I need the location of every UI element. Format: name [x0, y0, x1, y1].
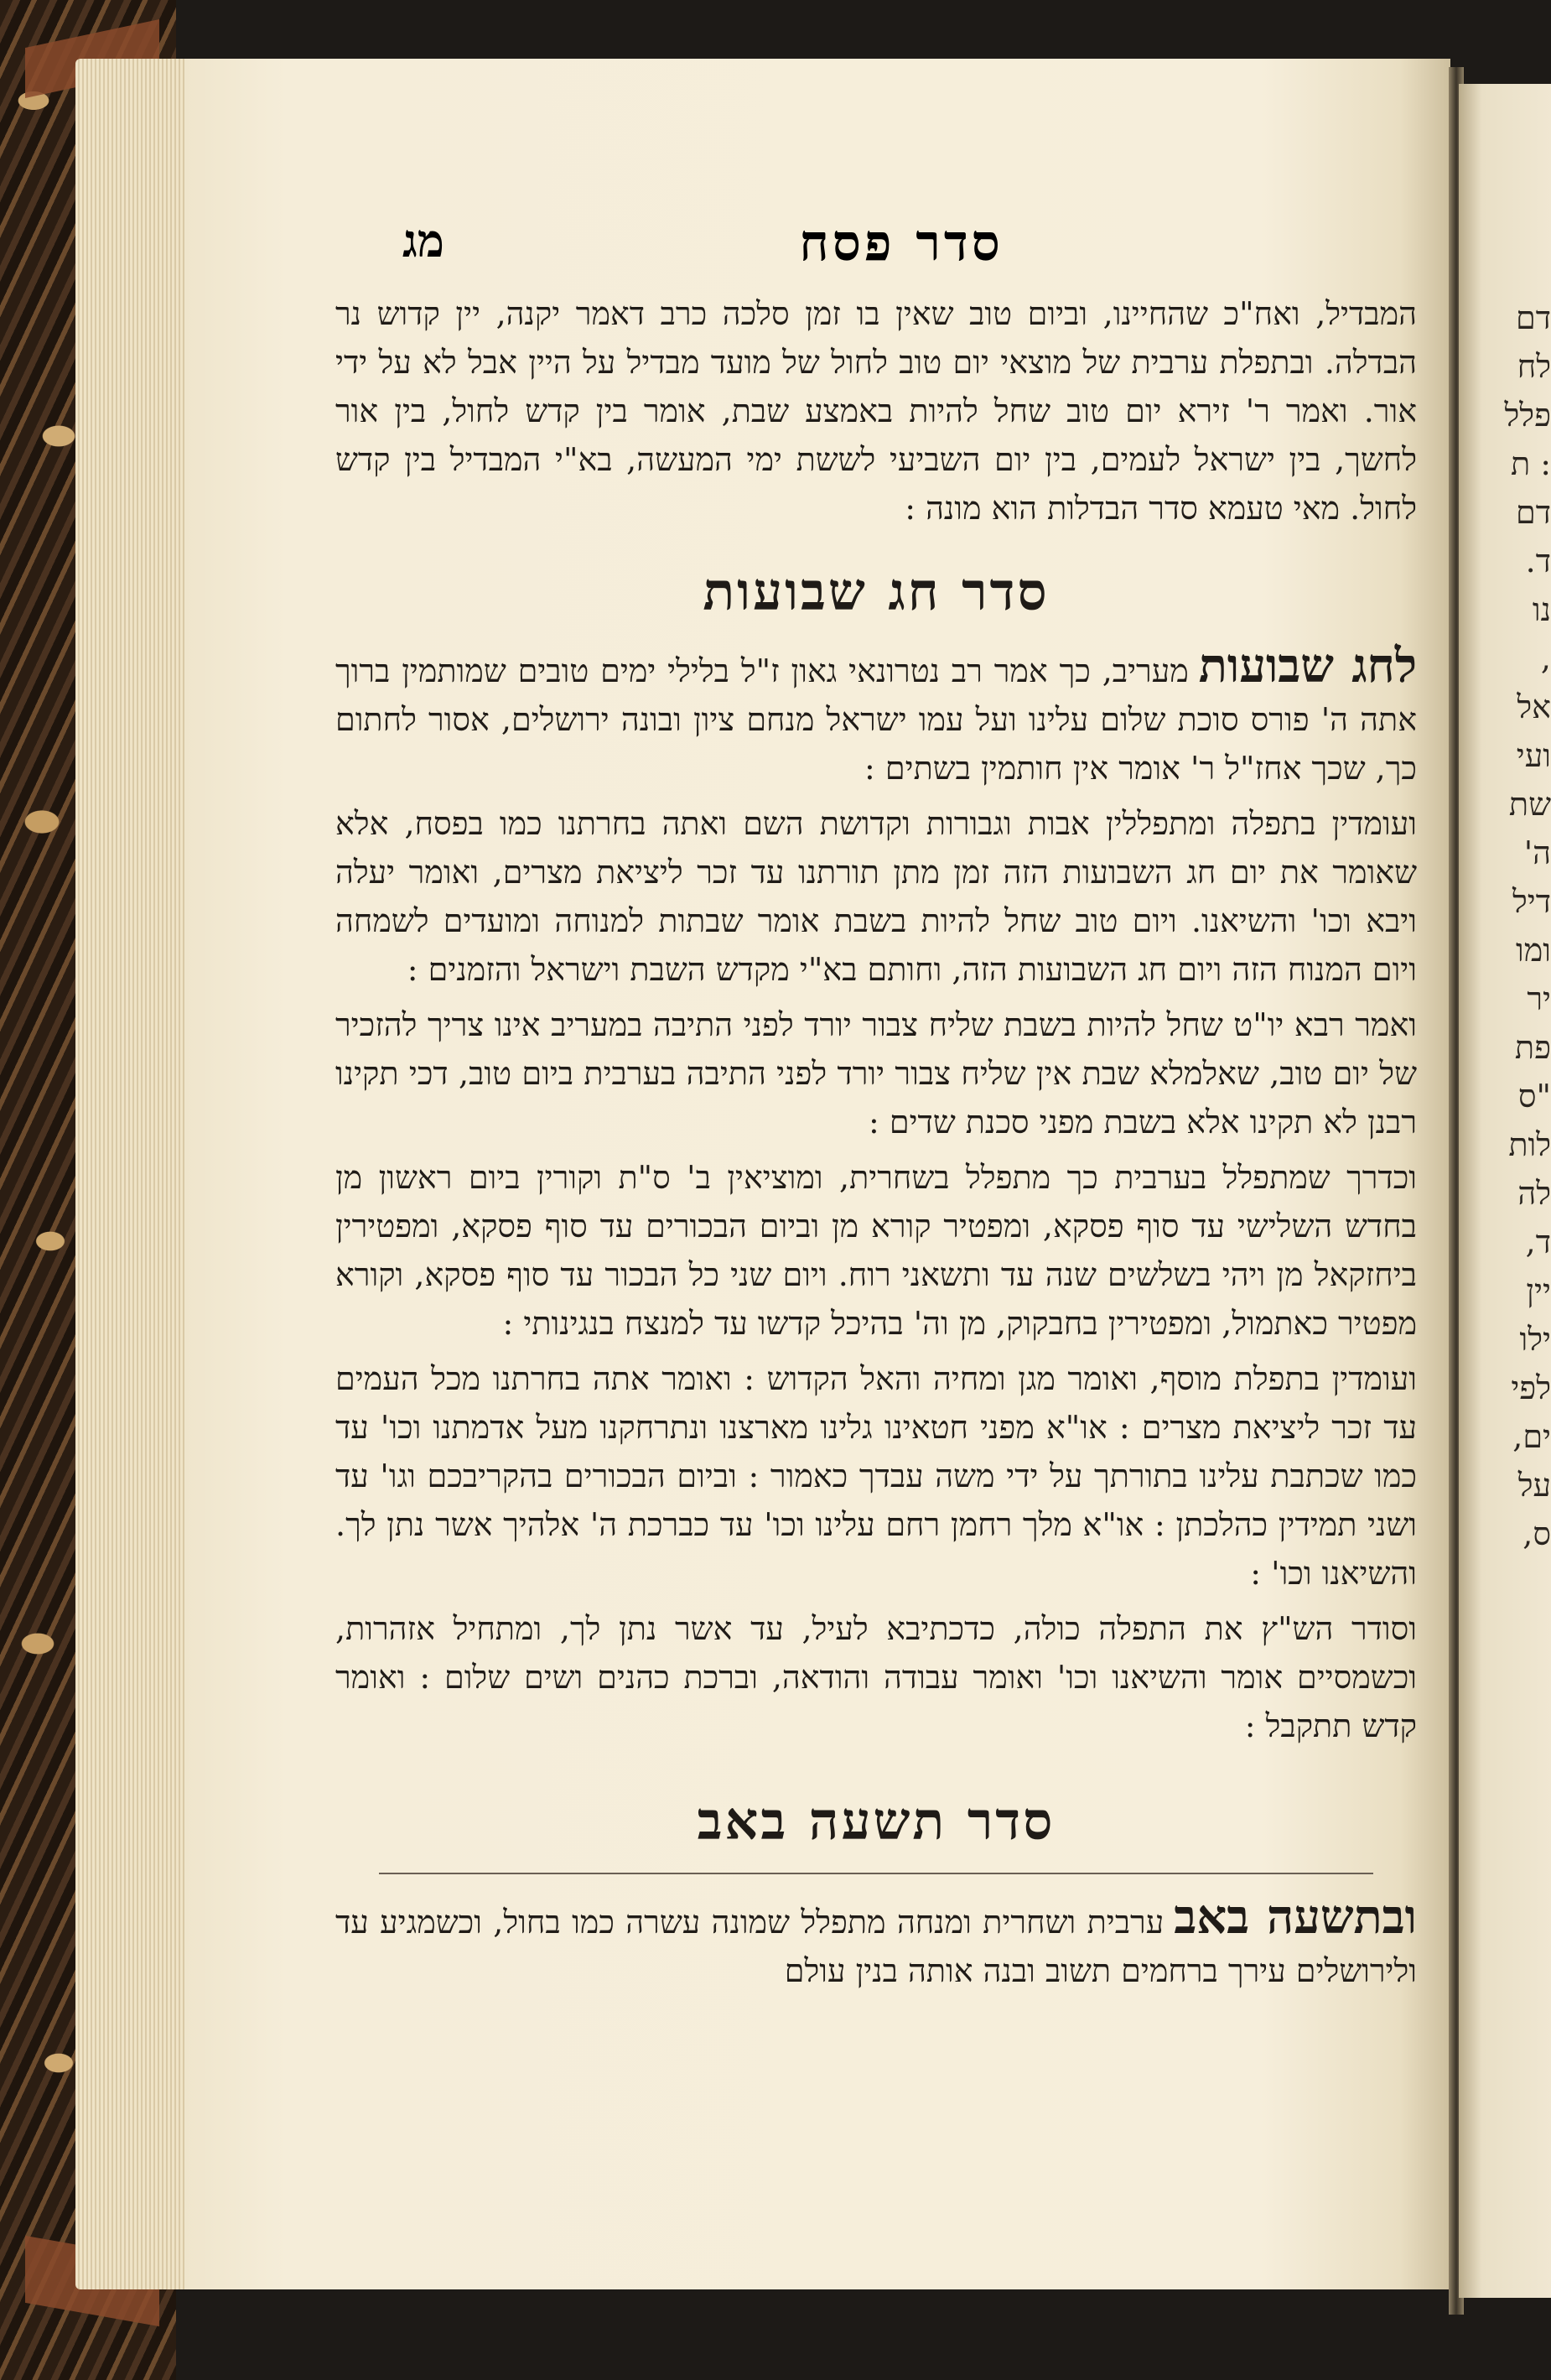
facing-fragment: יר	[1527, 980, 1551, 1017]
facing-fragment: "ס	[1517, 1078, 1551, 1115]
running-header	[394, 214, 1408, 281]
facing-fragment: על	[1517, 1467, 1551, 1504]
paragraph-chazzan: וסודר הש"ץ את התפלה כולה, כדכתיבא לעיל, עד אשר נתן לך, ומתחיל אזהרות, וכשמסיים אומר והשיאנו וכו' ואומר עבודה והודאה, וברכת כהנים ושים שלום : ואומר קדש תתקבל :	[335, 1610, 1417, 1744]
facing-fragment: ד,	[1525, 1224, 1551, 1260]
facing-fragment: יין	[1526, 1272, 1551, 1309]
facing-fragment: דיל	[1512, 883, 1551, 920]
lead-word: ובתשעה באב	[1174, 1889, 1417, 1945]
section-title-tisha-bav: סדר תשעה באב	[697, 1790, 1056, 1852]
page-number: מג	[402, 214, 444, 268]
paragraph-shavuot-opening	[335, 638, 1418, 792]
facing-fragment: נו	[1532, 591, 1551, 628]
page-text	[335, 289, 1417, 2002]
section-divider	[379, 1873, 1374, 1874]
paragraph-text: ערבית ושחרית ומנחה מתפלל שמונה עשרה כמו בחול, וכשמגיע עד ולירושלים עירך ברחמים תשוב ובנה אותה בנין עולם	[335, 1904, 1417, 1989]
facing-fragment: ה'	[1523, 834, 1551, 871]
paragraph-amidah: ועומדין בתפלה ומתפללין אבות וגבורות וקדושת השם ואתה בחרתנו כמו בפסח, אלא שאומר את יום חג השבועות הזה זמן מתן תורתנו עד זכר ליציאת מצרים, ואומר יעלה ויבא וכו' והשיאנו. ויום טוב שחל להיות בשבת אומר שבתות למנוחה ומועדים לשמחה ויום המנוח הזה ויום חג השבועות הזה, וחותם בא"י מקדש השבת וישראל והזמנים :	[335, 805, 1417, 988]
facing-fragment: שת	[1508, 786, 1551, 823]
facing-fragment: ים,	[1512, 1418, 1551, 1455]
paragraph-rava: ואמר רבא יו"ט שחל להיות בשבת שליח צבור יורד לפני התיבה במעריב אינו צריך להזכיר של יום טוב, שאלמלא שבת אין שליח צבור יורד לפני התיבה בערבית ביום טוב, דכי תקינו רבנן לא תקינו אלא בשבת מפני סכנת שדים :	[335, 1006, 1417, 1141]
page-edges	[75, 59, 193, 2289]
facing-fragment: אל	[1517, 689, 1551, 725]
facing-fragment: : ת	[1510, 445, 1551, 482]
facing-fragment: לות	[1508, 1126, 1551, 1163]
facing-fragment: דם	[1516, 494, 1551, 531]
facing-fragment: לח	[1517, 348, 1551, 385]
facing-fragment: ד.	[1525, 543, 1551, 579]
facing-fragment: ,	[1540, 640, 1551, 677]
section-title-shavuot: סדר חג שבועות	[703, 561, 1050, 622]
facing-fragment: לפי	[1511, 1369, 1551, 1406]
facing-fragment: ומו	[1516, 932, 1551, 969]
paragraph-tisha-bav	[335, 1889, 1417, 1995]
facing-fragment: ילו	[1519, 1321, 1551, 1358]
intro-paragraph: המבדיל, ואח"כ שהחיינו, וביום טוב שאין בו זמן סלכה כרב דאמר יקנה, יין קדוש נר הבדלה. ובתפלת ערבית של מוצאי יום טוב לחול של מועד מבדיל על היין אבל לא על ידי אור. ואמר ר' זירא יום טוב שחל להיות באמצע שבת, אומר בין קדש לחול, בין אור לחשך, בין ישראל לעמים, בין יום השביעי לששת ימי המעשה, בא"י המבדיל בין קדש לחול. מאי טעמא סדר הבדלות הוא מונה :	[335, 295, 1417, 527]
facing-page-text	[1501, 294, 1551, 2055]
lead-word: לחג שבועות	[1198, 638, 1418, 694]
facing-fragment: לה	[1517, 1175, 1551, 1212]
running-title: סדר פסח	[799, 214, 1004, 273]
facing-fragment: דם	[1516, 299, 1551, 336]
paragraph-torah-reading: וכדרך שמתפלל בערבית כך מתפלל בשחרית, ומוציאין ב' ס"ת וקורין ביום ראשון מן בחדש השלישי עד סוף פסקא, ומפטיר קורא מן וביום הבכורים עד סוף פסקא, ומפטירין ביחזקאל מן ויהי בשלשים שנה עד ותשאני רוח. ויום שני כל הבכור עד סוף פסקא, וקורא מפטיר כאתמול, ומפטירין בחבקוק, מן וה' בהיכל קדשו עד למנצח בנגינותי :	[335, 1159, 1417, 1342]
facing-fragment: ועי	[1516, 737, 1551, 774]
facing-fragment: ס,	[1522, 1515, 1551, 1552]
facing-fragment: פת	[1514, 1029, 1551, 1066]
paragraph-musaf: ועומדין בתפלת מוסף, ואומר מגן ומחיה והאל הקדוש : ואומר אתה בחרתנו מכל העמים עד זכר ליציאת מצרים : או"א מפני חטאינו גלינו מארצנו ונתרחקנו מעל אדמתנו וכו' עד כמו שכתבת עלינו בתורתך על ידי משה עבדך כאמור : וביום הבכורים בהקריבכם וגו' עד ושני תמידין כהלכתן : או"א מלך רחמן רחם עלינו וכו' עד כברכת ה' אלהיך אשר נתן לך. והשיאנו וכו' :	[335, 1360, 1417, 1592]
paragraph-text: מעריב, כך אמר רב נטרונאי גאון ז"ל בלילי ימים טובים שמותמין ברוך אתה ה' פורס סוכת שלום עלינו ועל עמו ישראל מנחם ציון ובונה ירושלים, אסור לחתום כך, שכך אחז"ל ר' אומר אין חותמין בשתים :	[335, 652, 1417, 787]
facing-fragment: פלל	[1504, 397, 1551, 434]
